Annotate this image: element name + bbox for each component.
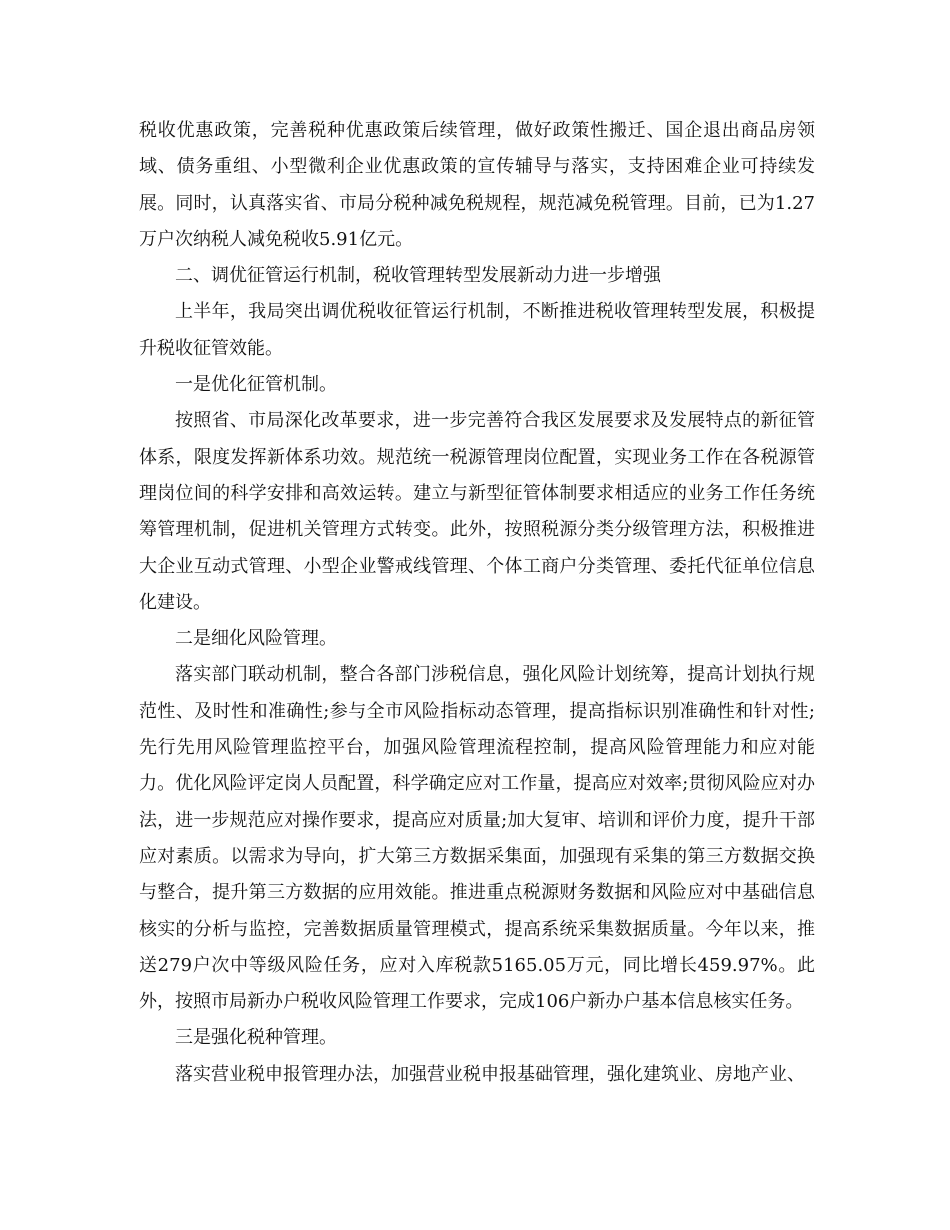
paragraph-optimize-mechanism: 按照省、市局深化改革要求，进一步完善符合我区发展要求及发展特点的新征管体系，限度发挥新体系功效。规范统一税源管理岗位配置，实现业务工作在各税源管理岗位间的科学安排和高效运转。建立与新型征管体制要求相适应的业务工作任务统筹管理机制，促进机关管理方式转变。此外，按照税源分类分级管理方法，积极推进大企业互动式管理、小型企业警戒线管理、个体工商户分类管理、委托代征单位信息化建设。: [139, 410, 815, 613]
paragraph-risk-management: 落实部门联动机制，整合各部门涉税信息，强化风险计划统筹，提高计划执行规范性、及时性和准确性;参与全市风险指标动态管理，提高指标识别准确性和针对性;先行先用风险管理监控平台，加强风险管理流程控制，提高风险管理能力和应对能力。优化风险评定岗人员配置，科学确定应对工作量，提高应对效率;贯彻风险应对办法，进一步规范应对操作要求，提高应对质量;加大复审、培训和评价力度，提升干部应对素质。以需求为导向，扩大第三方数据采集面，加强现有采集的第三方数据交换与整合，提升第三方数据的应用效能。推进重点税源财务数据和风险应对中基础信息核实的分析与监控，完善数据质量管理模式，提高系统采集数据质量。今年以来，推送279户次中等级风险任务，应对入库税款5165.05万元，同比增长459.97%。此外，按照市局新办户税收风险管理工作要求，完成106户新办户基本信息核实任务。: [139, 664, 815, 1013]
document-body: [139, 113, 815, 1093]
subheading-optimize-mechanism: 一是优化征管机制。: [175, 374, 337, 396]
paragraph-tax-type-management: 落实营业税申报管理办法，加强营业税申报基础管理，强化建筑业、房地产业、: [175, 1063, 805, 1085]
paragraph-tax-preference: 税收优惠政策，完善税种优惠政策后续管理，做好政策性搬迁、国企退出商品房领域、债务重组、小型微利企业优惠政策的宣传辅导与落实，支持困难企业可持续发展。同时，认真落实省、市局分税种减免税规程，规范减免税管理。目前，已为1.27万户次纳税人减免税收5.91亿元。: [139, 120, 815, 250]
subheading-tax-type-management: 三是强化税种管理。: [175, 1027, 337, 1049]
subheading-risk-management: 二是细化风险管理。: [175, 628, 337, 650]
paragraph-first-half: 上半年，我局突出调优税收征管运行机制，不断推进税收管理转型发展，积极提升税收征管效能。: [139, 301, 815, 359]
section-heading-2: 二、调优征管运行机制，税收管理转型发展新动力进一步增强: [175, 265, 661, 287]
